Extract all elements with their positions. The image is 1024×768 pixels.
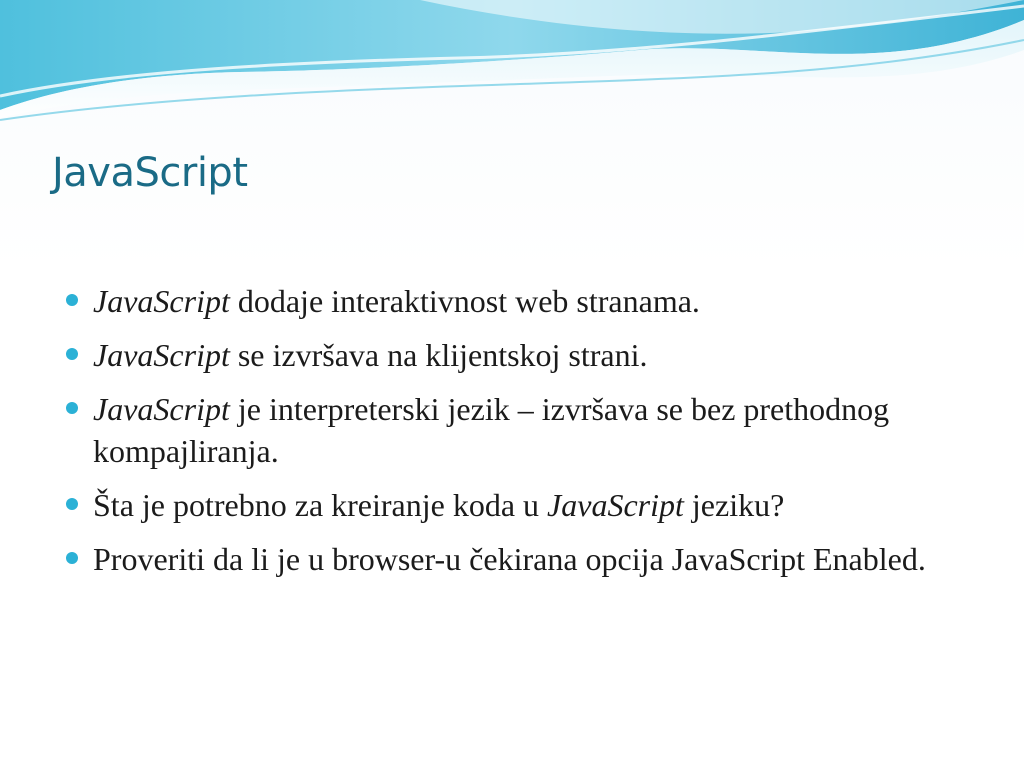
bullet-dot-icon	[66, 552, 78, 564]
bullet-item	[66, 538, 976, 580]
bullet-dot-icon	[66, 294, 78, 306]
bullet-italic-term: JavaScript	[93, 283, 230, 319]
slide-title: JavaScript	[52, 150, 248, 196]
bullet-text: se izvršava na klijentskoj strani.	[229, 337, 648, 373]
bullet-item	[66, 280, 976, 322]
bullet-dot-icon	[66, 402, 78, 414]
bullet-text: je interpreterski jezik – izvršava se bez prethodnog kompajliranja.	[93, 391, 890, 469]
bullet-italic-term: JavaScript	[93, 391, 230, 427]
bullet-italic-term: JavaScript	[93, 337, 230, 373]
bullet-italic-term: JavaScript	[547, 487, 684, 523]
bullet-item	[66, 388, 976, 472]
bullet-dot-icon	[66, 348, 78, 360]
bullet-text: Proveriti da li je u browser-u čekirana opcija JavaScript Enabled.	[93, 541, 926, 577]
bullet-dot-icon	[66, 498, 78, 510]
header-wave-decoration	[0, 0, 1024, 130]
bullet-list	[66, 280, 976, 592]
bullet-text: jeziku?	[683, 487, 785, 523]
bullet-text: dodaje interaktivnost web stranama.	[229, 283, 700, 319]
bullet-item	[66, 484, 976, 526]
bullet-item	[66, 334, 976, 376]
bullet-text: Šta je potrebno za kreiranje koda u	[93, 487, 548, 523]
